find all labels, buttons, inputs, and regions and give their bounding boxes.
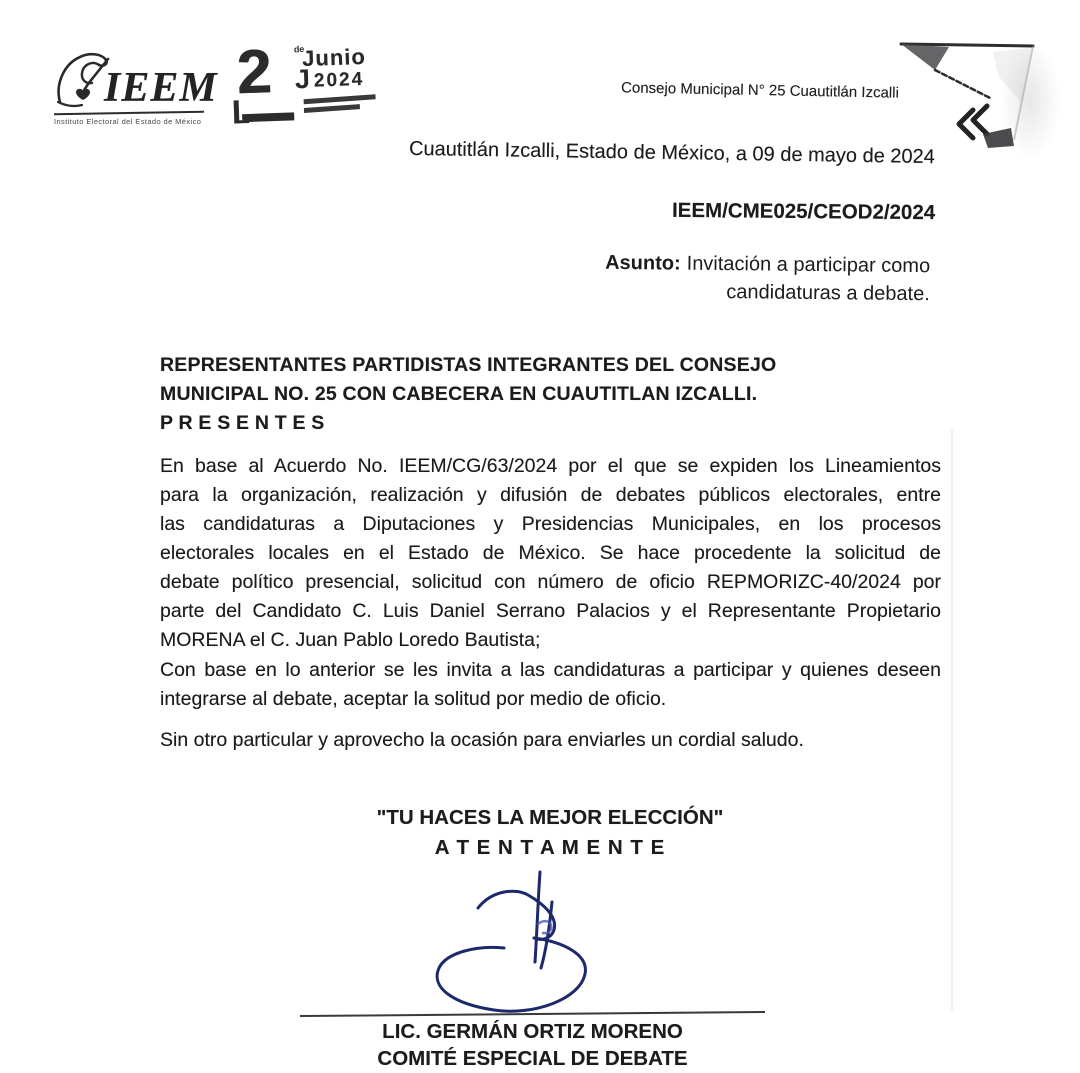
scan-artifact-line	[951, 430, 953, 1010]
junio-basebar	[242, 112, 294, 122]
recipient-line: REPRESENTANTES PARTIDISTAS INTEGRANTES DEL CONSEJO	[160, 354, 777, 376]
subject-label: Asunto:	[605, 251, 681, 275]
ieem-tagline: Instituto Electoral del Estado de México	[54, 117, 202, 126]
closing-attentively: A T E N T A M E N T E	[434, 836, 666, 859]
scan-artifact-smudge	[1000, 40, 1060, 160]
paragraph-line: electorales locales en el Estado de México. Se hace procedente la solicitud de	[160, 542, 941, 564]
signer-title: COMITÉ ESPECIAL DE DEBATE	[377, 1047, 688, 1070]
recipient-line: P R E S E N T E S	[160, 412, 325, 434]
paragraph-line: En base al Acuerdo No. IEEM/CG/63/2024 por el que se expiden los Lineamientos	[160, 455, 941, 477]
consejo-header: Consejo Municipal N° 25 Cuautitlán Izcalli	[620, 79, 900, 102]
signer-block	[300, 1018, 765, 1072]
subject-line-1	[510, 248, 930, 280]
signature-ink	[422, 862, 647, 1022]
paragraph-line: las candidaturas a Diputaciones y Presidencias Municipales, en los procesos	[160, 513, 941, 535]
paragraph-line: Con base en lo anterior se les invita a las candidaturas a participar y quienes deseen	[160, 659, 941, 681]
body-paragraph-2	[160, 656, 941, 714]
paragraph-line: integrarse al debate, aceptar la solitud por medio de oficio.	[160, 688, 667, 710]
subject-block	[510, 248, 931, 308]
paragraph-line: parte del Candidato C. Luis Daniel Serrano Palacios y el Representante Propietario	[160, 600, 941, 622]
junio-year-label: 2024	[313, 68, 365, 92]
junio-bar	[304, 104, 360, 113]
slogan: "TU HACES LA MEJOR ELECCIÓN"	[376, 806, 724, 829]
subject-line-2: candidaturas a debate.	[726, 281, 930, 306]
paragraph-line: para la organización, realización y difusión de debates públicos electorales, entre	[160, 484, 941, 506]
junio-2024-logo	[236, 38, 374, 128]
junio-month-label: Junio	[301, 43, 367, 72]
paragraph-line: MORENA el C. Juan Pablo Loredo Bautista;	[160, 629, 541, 651]
body-paragraph-1	[160, 452, 941, 655]
dateline: Cuautitlán Izcalli, Estado de México, a 09 de mayo de 2024	[408, 137, 936, 169]
junio-de-label: de	[293, 43, 305, 55]
subject-text: Invitación a participar como	[686, 252, 931, 278]
paragraph-line: debate político presencial, solicitud con número de oficio REPMORIZC-40/2024 por	[160, 571, 941, 593]
signer-name: LIC. GERMÁN ORTIZ MORENO	[382, 1020, 683, 1043]
ieem-logo	[52, 48, 224, 126]
junio-j-letter: J	[294, 63, 311, 95]
ieem-acronym: IEEM	[104, 65, 218, 111]
reference-number: IEEM/CME025/CEOD2/2024	[671, 198, 936, 225]
paragraph-line: Sin otro particular y aprovecho la ocasión para enviarles un cordial saludo.	[160, 729, 804, 751]
body-paragraph-3	[160, 726, 941, 755]
junio-bar	[304, 94, 376, 104]
recipient-line: MUNICIPAL NO. 25 CON CABECERA EN CUAUTITLAN IZCALLI.	[160, 383, 758, 405]
recipient-block	[160, 351, 860, 438]
junio-numeral: 2	[235, 37, 273, 108]
